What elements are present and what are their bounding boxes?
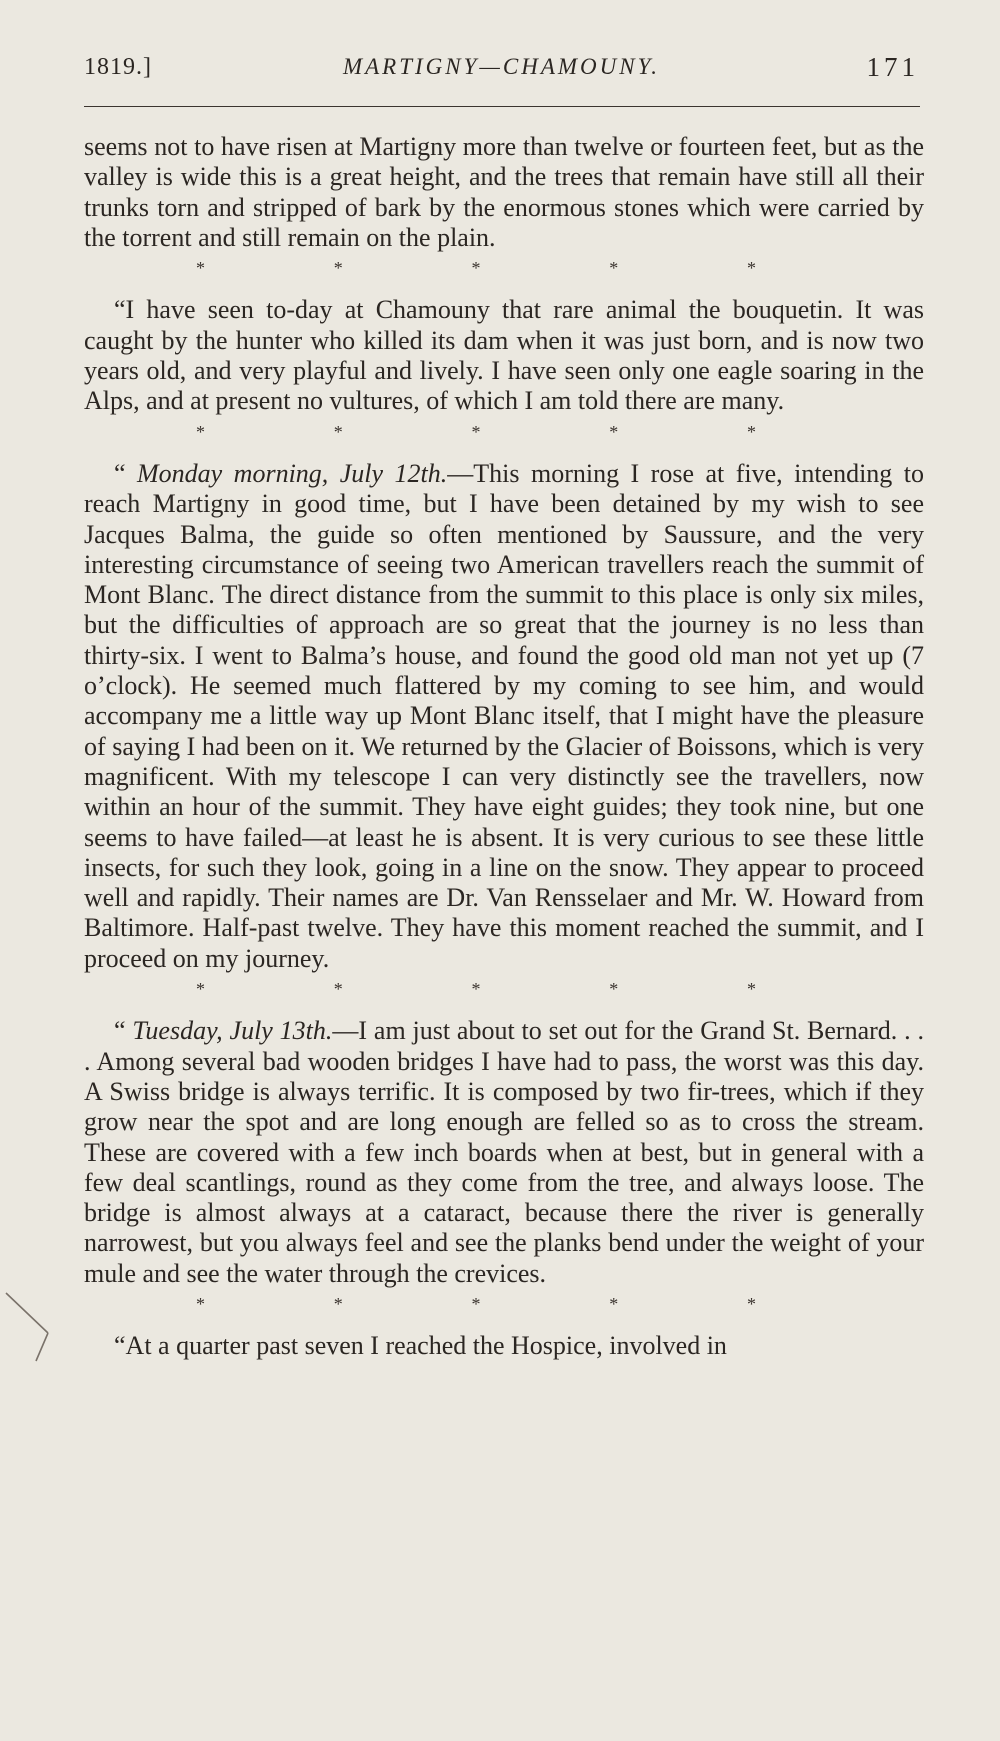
section-break-2: [196, 417, 756, 447]
asterism-star: *: [609, 1293, 619, 1314]
asterism-star: *: [196, 258, 205, 279]
paragraph-3-open-quote: “: [114, 458, 138, 488]
running-header: [84, 46, 919, 86]
asterism-star: *: [747, 258, 756, 279]
page-number: 171: [866, 52, 919, 82]
asterism-star: *: [609, 421, 619, 442]
asterism-star: *: [471, 1293, 481, 1314]
paragraph-1: seems not to have risen at Martigny more than twelve or fourteen feet, but as the valley is wide this is a great height, and the trees that remain have still all their trunks torn and stripped of bark by the enormous stones which were carried by the torrent and still remain on the plain.: [84, 132, 924, 252]
body-text: [84, 132, 924, 1362]
section-break-3: [196, 974, 756, 1004]
paragraph-2: “I have seen to-day at Chamouny that rare animal the bouquetin. It was caught by the hunter who killed its dam when it was just born, and is now two years old, and very playful and lively. I have seen only one eagle soaring in the Alps, and at present no vultures, of which I am told there are many.: [84, 295, 924, 416]
asterism-star: *: [333, 1293, 343, 1314]
asterism-star: *: [196, 1293, 205, 1314]
paragraph-4-text: —I am just about to set out for the Grand St. Bernard. . . . Among several bad wooden bridges I have had to pass, the worst was this day. A Swiss bridge is always terrific. It is composed by two fir-trees, which if they grow near the spot and are long enough are felled so as to cross the stream. These are covered with a few inch boards when at best, but in general with a few deal scantlings, round as they come from the tree, and always loose. The bridge is almost always at a cataract, because there the river is generally narrowest, but you always feel and see the planks bend under the weight of your mule and see the water through the crevices.: [84, 1016, 924, 1288]
header-rule: [84, 106, 920, 107]
asterism-star: *: [333, 258, 343, 279]
paragraph-4: [84, 1016, 924, 1289]
header-year: 1819.]: [84, 54, 152, 80]
paragraph-5: “At a quarter past seven I reached the Hospice, involved in: [114, 1331, 727, 1361]
spacer: [84, 447, 924, 459]
spacer: [84, 283, 924, 295]
paragraph-3-dateline: Monday morning, July 12th.: [137, 458, 448, 488]
asterism-star: *: [471, 979, 481, 1000]
asterism-star: *: [609, 979, 619, 1000]
asterism-star: *: [333, 421, 343, 442]
spacer: [84, 1319, 924, 1331]
paragraph-3-text: —This morning I rose at five, intending to reach Martigny in good time, but I have been detained by my wish to see Jacques Balma, the guide so often mentioned by Saussure, and the very interesting circumstance of seeing two American travellers reach the summit of Mont Blanc. The direct distance from the summit to this place is only six miles, but the difficulties of approach are so great that the journey is no less than thirty-six. I went to Balma’s house, and found the good old man not yet up (7 o’clock). He seemed much flattered by my coming to see him, and would accompany me a little way up Mont Blanc itself, that I might have the pleasure of saying I had been on it. We returned by the Glacier of Boissons, which is very magnificent. With my telescope I can very distinctly see the travellers, now within an hour of the summit. They have eight guides; they took nine, but one seems to have failed—at least he is absent. It is very curious to see these little insects, for such they look, going in a line on the snow. They appear to proceed well and rapidly. Their names are Dr. Van Rensselaer and Mr. W. Howard from Baltimore. Half-past twelve. They have this moment reached the summit, and I proceed on my journey.: [84, 458, 924, 973]
paragraph-3: [84, 459, 924, 974]
asterism-star: *: [747, 1293, 756, 1314]
section-break-1: [196, 253, 756, 283]
margin-pencil-mark: [2, 1285, 62, 1365]
asterism-star: *: [747, 421, 756, 442]
paragraph-4-open-quote: “: [114, 1016, 133, 1046]
asterism-star: *: [196, 421, 205, 442]
section-break-4: [196, 1289, 756, 1319]
asterism-star: *: [471, 421, 481, 442]
asterism-star: *: [471, 258, 481, 279]
asterism-star: *: [609, 258, 619, 279]
asterism-star: *: [747, 979, 756, 1000]
asterism-star: *: [196, 979, 205, 1000]
spacer: [84, 1004, 924, 1016]
header-title: MARTIGNY—CHAMOUNY.: [342, 54, 661, 79]
asterism-star: *: [333, 979, 343, 1000]
paragraph-4-dateline: Tuesday, July 13th.: [132, 1016, 333, 1046]
